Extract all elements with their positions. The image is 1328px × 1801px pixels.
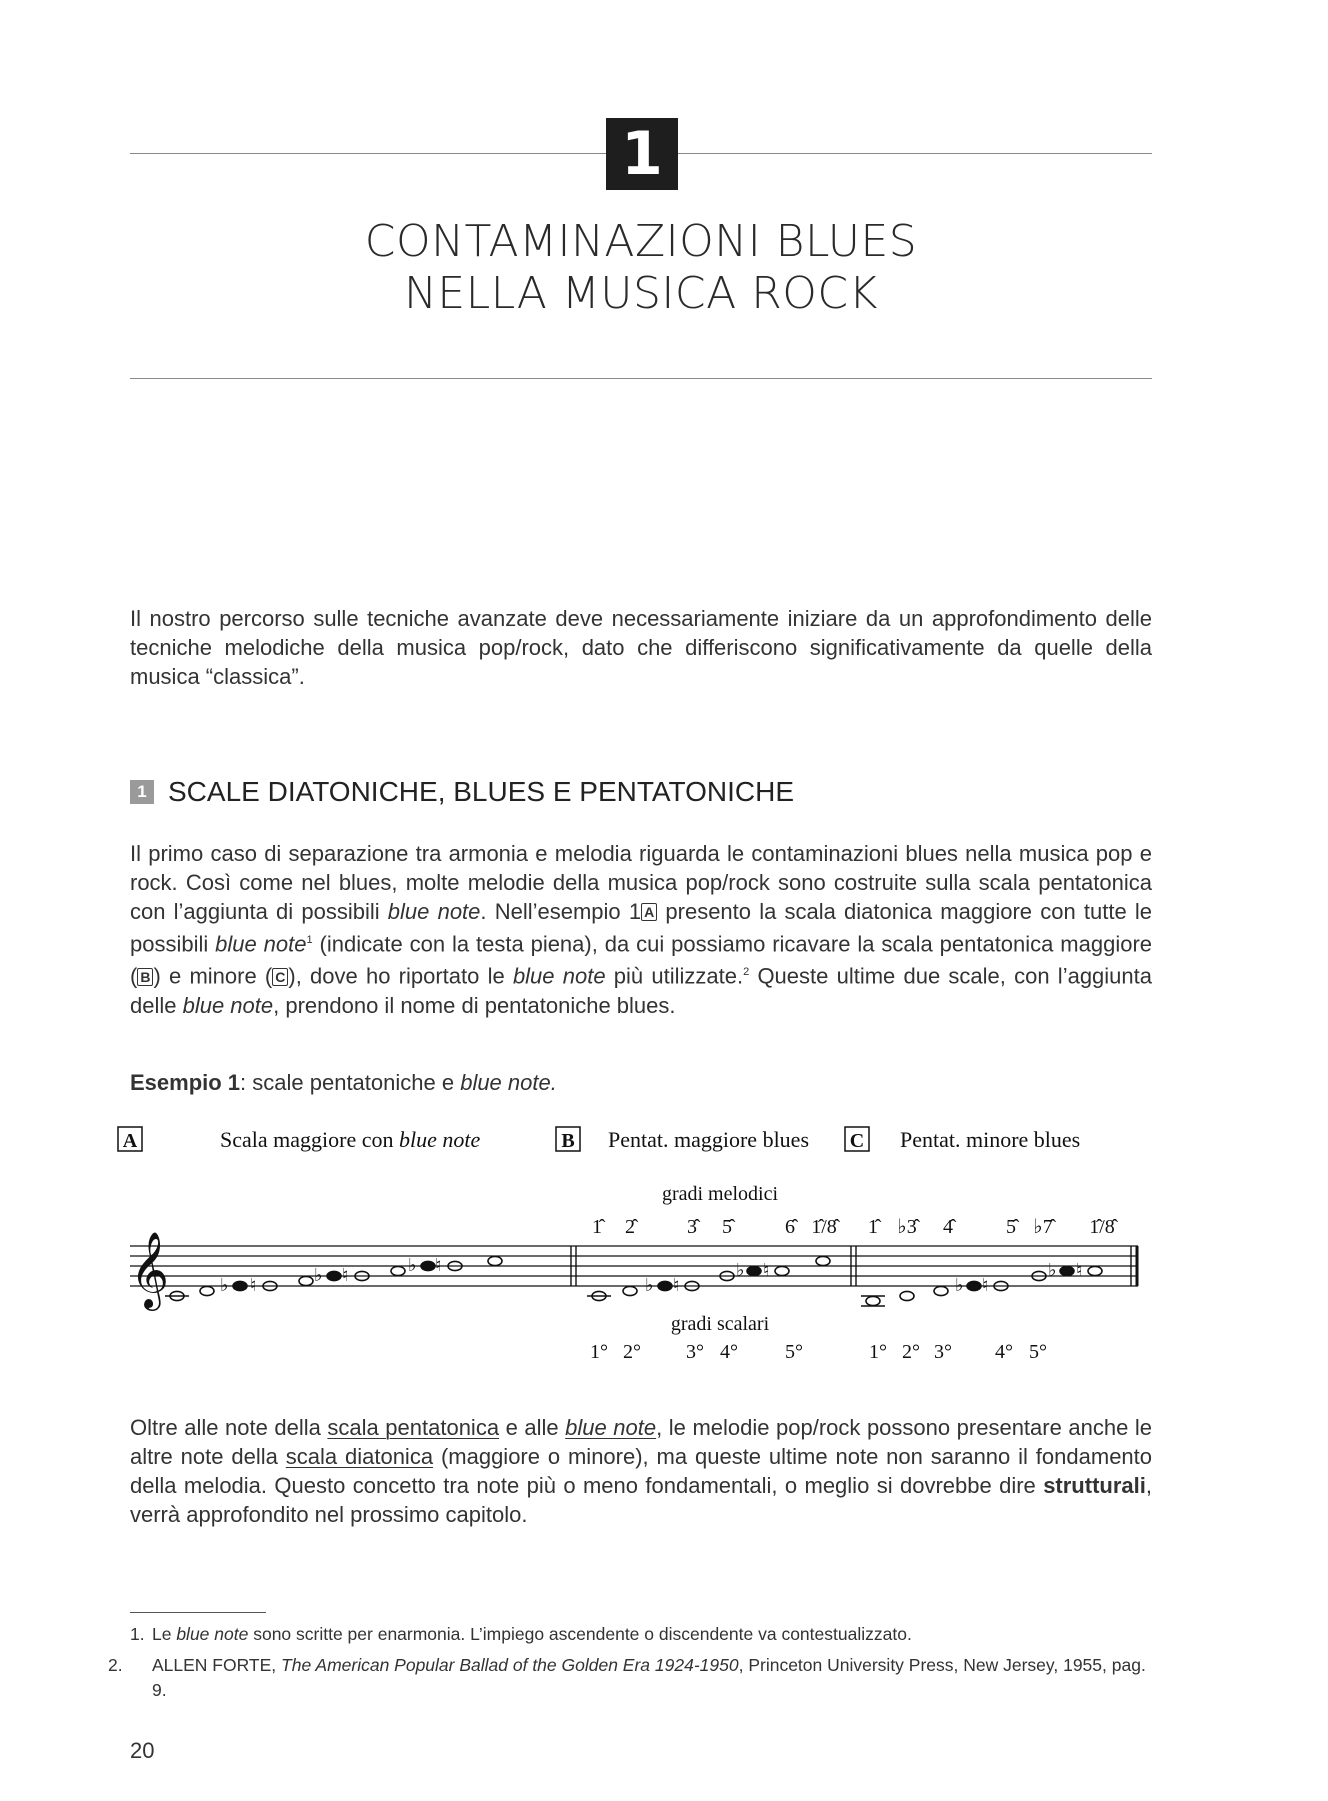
footnote-italic: The American Popular Ballad of the Golden Era 1924-1950 <box>281 1655 739 1675</box>
blue-note-term: blue note <box>182 992 274 1018</box>
note-ab <box>1060 1266 1074 1275</box>
example-c-title: Pentat. minore blues <box>900 1127 1081 1152</box>
b-degree: 5̂ <box>722 1216 732 1238</box>
body-paragraph-2 <box>130 1413 1152 1529</box>
text: . Nell’esempio 1 <box>480 899 642 924</box>
blue-note-term: blue note <box>512 963 606 989</box>
gradi-scalari-label: gradi scalari <box>670 1313 770 1335</box>
footnote-number: 2. <box>108 1655 123 1675</box>
footnote-text: sono scritte per enarmonia. L’impiego ascendente o discendente va contestualizzato. <box>248 1624 912 1644</box>
note-gb <box>327 1271 341 1280</box>
note-a-low <box>866 1296 880 1305</box>
box-letter-a: A <box>641 903 657 921</box>
text: Oltre alle note della <box>130 1415 328 1440</box>
note-c <box>900 1291 914 1300</box>
footnote-text: , Princeton University Press, New Jersey, 1955, pag. 9. <box>152 1655 1146 1700</box>
b-scalar-degree: 5° <box>785 1341 803 1363</box>
b-scalar-degree: 4° <box>720 1341 738 1363</box>
text: e alle <box>499 1415 566 1440</box>
music-example <box>110 1120 1160 1370</box>
natural-icon: ♮ <box>763 1260 770 1280</box>
section-number-badge: 1 <box>130 780 154 804</box>
text: , le melodie pop/rock possono presentare anche le altre note della <box>130 1415 1152 1469</box>
note-c-high <box>488 1256 502 1265</box>
b-scalar-degree: 2° <box>623 1341 641 1363</box>
box-b-letter: B <box>561 1130 575 1152</box>
text: Il primo caso di separazione tra armonia e melodia riguarda le contaminazioni blues nella musica pop e rock. Così come nel blues, molte melodie della musica pop/rock sono costruite sulla scala pentatonica con l’aggiunta di possibili <box>130 841 1152 924</box>
example-label <box>130 1070 557 1096</box>
footnote-number: 1. <box>130 1624 145 1644</box>
note-bb <box>421 1261 435 1270</box>
natural-icon: ♮ <box>982 1275 989 1295</box>
footnote-text: ALLEN FORTE, <box>152 1655 282 1675</box>
page-number: 20 <box>130 1738 155 1763</box>
box-c-letter: C <box>849 1130 865 1152</box>
underlined-term: scala diatonica <box>285 1444 434 1469</box>
chapter-title-line1: CONTAMINAZIONI BLUES <box>364 216 918 267</box>
c-melodic-degrees <box>868 1216 1119 1238</box>
text: ) e minore ( <box>153 963 273 989</box>
footnote-2 <box>108 1653 1152 1703</box>
underlined-term: blue note <box>565 1415 657 1440</box>
example-a-title <box>220 1127 480 1152</box>
b-scalar-degree: 1° <box>590 1341 608 1363</box>
c-degree: 1̂/8̂ <box>1089 1216 1115 1238</box>
text: (indicate con la testa piena), da cui possiamo ricavare la scala pentatonica maggiore ( <box>130 931 1153 989</box>
natural-icon: ♮ <box>435 1255 442 1275</box>
c-degree: ♭7̂ <box>1033 1216 1053 1238</box>
b-scalar-degree: 3° <box>686 1341 704 1363</box>
b-scalar-degrees <box>590 1341 803 1363</box>
text: presento la scala diatonica maggiore con tutte le possibili <box>130 899 1152 957</box>
example-label-text: : scale pentatoniche e <box>240 1070 461 1095</box>
bold-term: strutturali <box>1043 1473 1146 1498</box>
intro-paragraph: Il nostro percorso sulle tecniche avanzate deve necessariamente iniziare da un approfondimento delle tecniche melodiche della musica pop/rock, dato che differiscono significativamente da quelle della musica “classica”. <box>130 606 1152 689</box>
c-degree: ♭3̂ <box>897 1216 917 1238</box>
text: ), dove ho riportato le <box>288 963 513 989</box>
c-degree: 1̂ <box>868 1216 878 1238</box>
note-c-high <box>816 1256 830 1265</box>
natural-icon: ♮ <box>1076 1260 1083 1280</box>
flat-icon: ♭ <box>645 1275 654 1295</box>
notes-b <box>587 1256 830 1300</box>
note-d <box>934 1286 948 1295</box>
box-letter-b: B <box>137 968 153 986</box>
c-scalar-degree: 3° <box>934 1341 952 1363</box>
note-f <box>299 1276 313 1285</box>
footnote-rule <box>130 1612 266 1613</box>
note-a <box>747 1266 761 1275</box>
flat-icon: ♭ <box>408 1255 417 1275</box>
box-letter-c: C <box>272 968 288 986</box>
chapter-rule-bottom <box>130 378 1152 379</box>
blue-note-term: blue note <box>215 931 307 957</box>
natural-icon: ♮ <box>673 1275 680 1295</box>
note-d <box>200 1286 214 1295</box>
example-label-bold: Esempio 1 <box>130 1070 241 1095</box>
example-label-italic: blue note. <box>460 1070 557 1095</box>
b-degree: 2̂ <box>625 1216 635 1238</box>
note-eb <box>233 1281 247 1290</box>
note-a <box>391 1266 405 1275</box>
flat-icon: ♭ <box>1048 1260 1057 1280</box>
underlined-term: scala pentatonica <box>327 1415 500 1440</box>
b-melodic-degrees <box>592 1216 841 1238</box>
box-a-letter: A <box>122 1130 138 1152</box>
text: , verrà approfondito nel prossimo capitolo. <box>130 1473 1152 1527</box>
flat-icon: ♭ <box>736 1260 745 1280</box>
c-scalar-degree: 4° <box>995 1341 1013 1363</box>
example-b-title: Pentat. maggiore blues <box>608 1127 810 1152</box>
chapter-title-line2: NELLA MUSICA ROCK <box>403 268 878 319</box>
example-a-title-italic: blue note <box>399 1127 481 1152</box>
b-degree: 1̂/8̂ <box>811 1216 837 1238</box>
footnote-italic: blue note <box>176 1624 249 1644</box>
gradi-melodici-label: gradi melodici <box>661 1183 779 1205</box>
b-degree: 1̂ <box>592 1216 602 1238</box>
b-degree: 3̂ <box>687 1216 697 1238</box>
note-a-nat <box>775 1266 789 1275</box>
c-degree: 4̂ <box>943 1216 953 1238</box>
blue-note-term: blue note <box>387 899 481 924</box>
body-paragraph-1 <box>130 839 1152 1020</box>
c-degree: 5̂ <box>1006 1216 1016 1238</box>
text: (maggiore o minore), ma queste ultime note non saranno il fondamento della melodia. Questo concetto tra note più o meno fondamentali, o meglio si dovrebbe dire <box>130 1444 1153 1498</box>
treble-clef-icon: 𝄞 <box>130 1231 170 1308</box>
flat-icon: ♭ <box>220 1275 229 1295</box>
section-title: SCALE DIATONICHE, BLUES E PENTATONICHE <box>168 776 794 807</box>
notes-a <box>165 1256 502 1300</box>
natural-icon: ♮ <box>250 1275 257 1295</box>
c-scalar-degree: 2° <box>902 1341 920 1363</box>
footnote-ref-2[interactable]: 2 <box>743 966 750 979</box>
natural-icon: ♮ <box>342 1265 349 1285</box>
example-a-title-text: Scala maggiore con <box>220 1127 399 1152</box>
note-a <box>1088 1266 1102 1275</box>
chapter-number-badge: 1 <box>606 118 678 190</box>
footnote-ref-1[interactable]: 1 <box>306 934 313 946</box>
c-scalar-degree: 5° <box>1029 1341 1047 1363</box>
section-heading <box>130 776 794 808</box>
note-eb <box>967 1281 981 1290</box>
text: , prendono il nome di pentatoniche blues. <box>273 992 676 1018</box>
note-d <box>623 1286 637 1295</box>
text: Queste ultime due scale, con l’aggiunta delle <box>130 963 1152 1018</box>
b-degree: 6̂ <box>785 1216 795 1238</box>
c-scalar-degrees <box>869 1341 1047 1363</box>
footnote-text: Le <box>152 1624 177 1644</box>
footnote-1 <box>130 1622 1152 1647</box>
flat-icon: ♭ <box>314 1265 323 1285</box>
text: più utilizzate. <box>605 963 744 989</box>
flat-icon: ♭ <box>955 1275 964 1295</box>
c-scalar-degree: 1° <box>869 1341 887 1363</box>
note-eb <box>658 1281 672 1290</box>
